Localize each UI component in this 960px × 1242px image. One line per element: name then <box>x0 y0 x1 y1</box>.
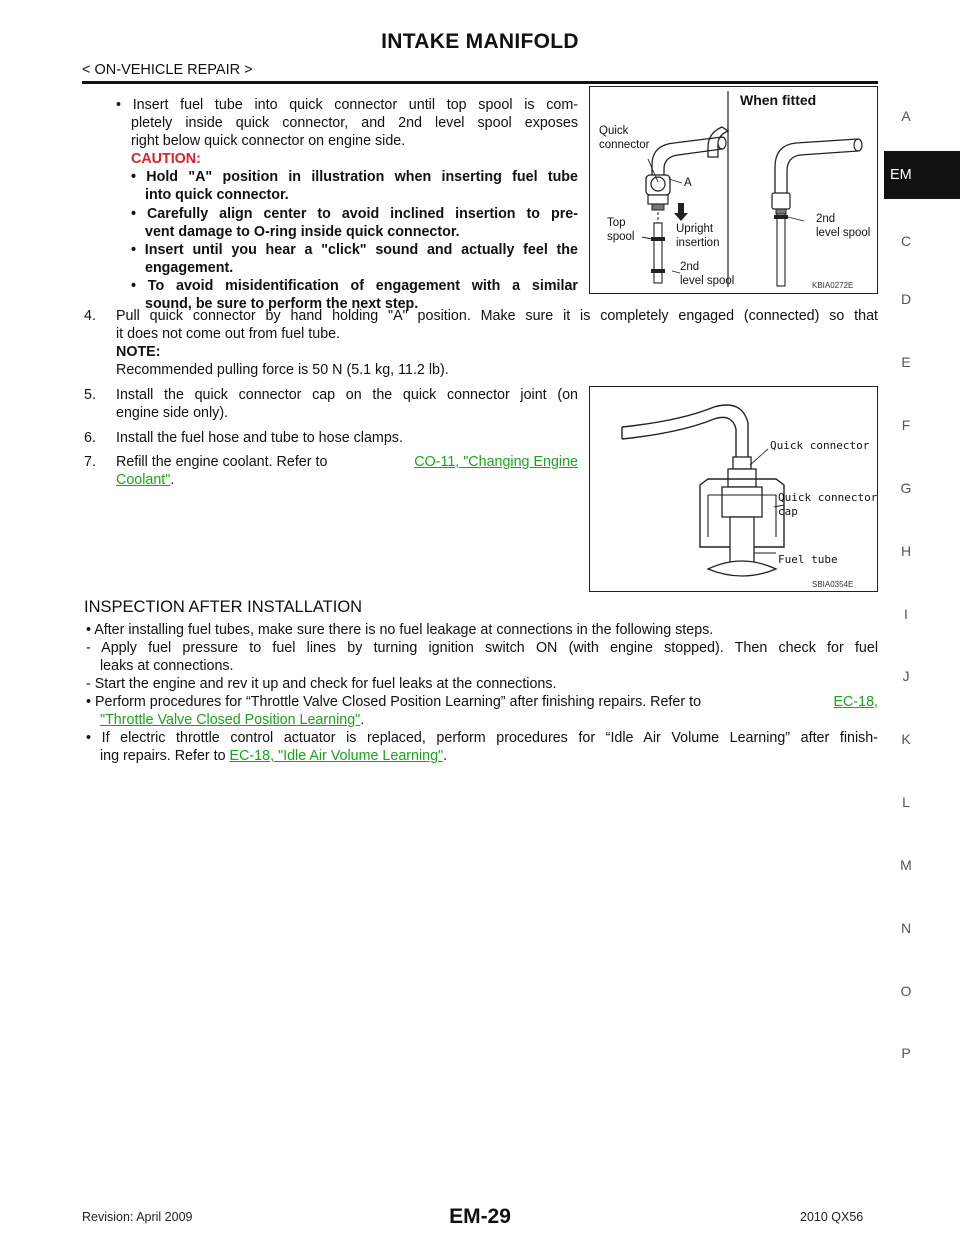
upright-insertion-label: Upright insertion <box>676 223 720 249</box>
section-heading: INSPECTION AFTER INSTALLATION <box>84 598 363 616</box>
side-index-c[interactable]: C <box>900 233 912 249</box>
caution-item: sound, be sure to perform the next step. <box>145 296 419 312</box>
caution-label: CAUTION: <box>131 151 201 167</box>
side-index-i[interactable]: I <box>904 606 908 622</box>
period: . <box>360 712 365 728</box>
caution-item: • Hold "A" position in illustration when inserting fuel tube <box>131 169 578 185</box>
inspection-item: • After installing fuel tubes, make sure there is no fuel leakage at connections in the following steps. <box>86 622 714 638</box>
idle-air-volume-reference-link[interactable]: EC-18, "Idle Air Volume Learning" <box>229 748 444 764</box>
throttle-valve-reference-link[interactable]: "Throttle Valve Closed Position Learning" <box>100 712 361 728</box>
fuel-tube-label: Fuel tube <box>778 553 838 566</box>
caution-item: engagement. <box>145 260 234 276</box>
quick-connector-label: Quick connector <box>770 439 870 452</box>
caution-item: • To avoid misidentification of engagement with a similar <box>131 278 578 294</box>
second-spool-left-label: 2nd level spool <box>680 261 735 287</box>
coolant-reference-link[interactable]: Coolant" <box>116 472 171 488</box>
step-text: it does not come out from fuel tube. <box>116 326 341 342</box>
step-text: Install the quick connector cap on the quick connector joint (on <box>116 387 578 403</box>
step-number: 5. <box>84 387 96 403</box>
side-index-o[interactable]: O <box>900 983 912 999</box>
insert-text-line: pletely inside quick connector, and 2nd level spool exposes <box>131 115 578 131</box>
inspection-item <box>86 693 878 711</box>
page-number: EM-29 <box>449 1205 511 1228</box>
inspection-item-continued <box>100 711 364 729</box>
second-spool-right-label: 2nd level spool <box>816 213 871 239</box>
step-7-line-2 <box>116 471 174 489</box>
caution-item: into quick connector. <box>145 187 289 203</box>
coolant-reference-link[interactable]: CO-11, "Changing Engine <box>414 454 578 470</box>
insert-text-line: • Insert fuel tube into quick connector until top spool is com- <box>116 97 578 113</box>
figure-title: When fitted <box>740 92 817 108</box>
inspection-item: • If electric throttle control actuator is replaced, perform procedures for “Idle Air Volume Learning” after finish- <box>86 730 878 746</box>
step-number: 4. <box>84 308 96 324</box>
inspection-item: leaks at connections. <box>100 658 234 674</box>
side-index-k[interactable]: K <box>901 731 911 747</box>
figure-quick-connector-cap <box>589 386 878 592</box>
period: . <box>170 472 175 488</box>
step-text: Refill the engine coolant. Refer to <box>116 454 328 470</box>
step-text: Pull quick connector by hand holding "A" position. Make sure it is completely engaged (connected) so that <box>116 308 878 324</box>
caution-item: • Carefully align center to avoid inclined insertion to pre- <box>131 206 578 222</box>
top-spool-label: Top spool <box>607 217 635 243</box>
note-label: NOTE: <box>116 344 161 360</box>
revision-date: Revision: April 2009 <box>82 1210 193 1224</box>
throttle-valve-reference-link[interactable]: EC-18, <box>833 694 878 710</box>
position-a-label: A <box>684 177 692 189</box>
caution-item: vent damage to O-ring inside quick connector. <box>145 224 460 240</box>
inspection-item: - Start the engine and rev it up and check for fuel leaks at the connections. <box>86 676 557 692</box>
side-index-f[interactable]: F <box>901 417 911 433</box>
side-index-a[interactable]: A <box>901 108 911 124</box>
period: . <box>443 748 448 764</box>
note-text: Recommended pulling force is 50 N (5.1 kg, 11.2 lb). <box>116 362 449 378</box>
side-index-g[interactable]: G <box>900 480 912 496</box>
side-index-d[interactable]: D <box>900 291 912 307</box>
inspection-text: • Perform procedures for “Throttle Valve Closed Position Learning” after finishing repairs. Refer to <box>86 694 702 710</box>
model-year: 2010 QX56 <box>800 1210 864 1224</box>
side-index-j[interactable]: J <box>902 668 910 684</box>
page-title: INTAKE MANIFOLD <box>381 30 579 53</box>
step-number: 6. <box>84 430 96 446</box>
figure-quick-connector-fitting <box>589 86 878 294</box>
side-index-l[interactable]: L <box>902 794 910 810</box>
step-text: engine side only). <box>116 405 229 421</box>
header-rule <box>82 81 878 84</box>
side-index-e[interactable]: E <box>901 354 911 370</box>
side-index-n[interactable]: N <box>900 920 912 936</box>
breadcrumb: < ON-VEHICLE REPAIR > <box>82 62 253 78</box>
side-index-h[interactable]: H <box>900 543 912 559</box>
inspection-text: ing repairs. Refer to <box>100 748 226 764</box>
side-index-p[interactable]: P <box>901 1045 911 1061</box>
step-7-line <box>116 453 578 471</box>
figure-code: KBIA0272E <box>812 281 854 290</box>
inspection-item-continued <box>100 747 447 765</box>
insert-text-line: right below quick connector on engine side. <box>131 133 406 149</box>
inspection-item: - Apply fuel pressure to fuel lines by turning ignition switch ON (with engine stopped). Then check for fuel <box>86 640 878 656</box>
side-index-m[interactable]: M <box>900 857 912 873</box>
figure-code: SBIA0354E <box>812 580 854 589</box>
caution-item: • Insert until you hear a "click" sound and actually feel the <box>131 242 578 258</box>
side-index-em[interactable]: EM <box>884 151 960 199</box>
step-number: 7. <box>84 454 96 470</box>
quick-connector-cap-label: Quick connector cap <box>778 491 878 518</box>
step-text: Install the fuel hose and tube to hose clamps. <box>116 430 403 446</box>
quick-connector-label: Quick connector <box>599 125 650 151</box>
